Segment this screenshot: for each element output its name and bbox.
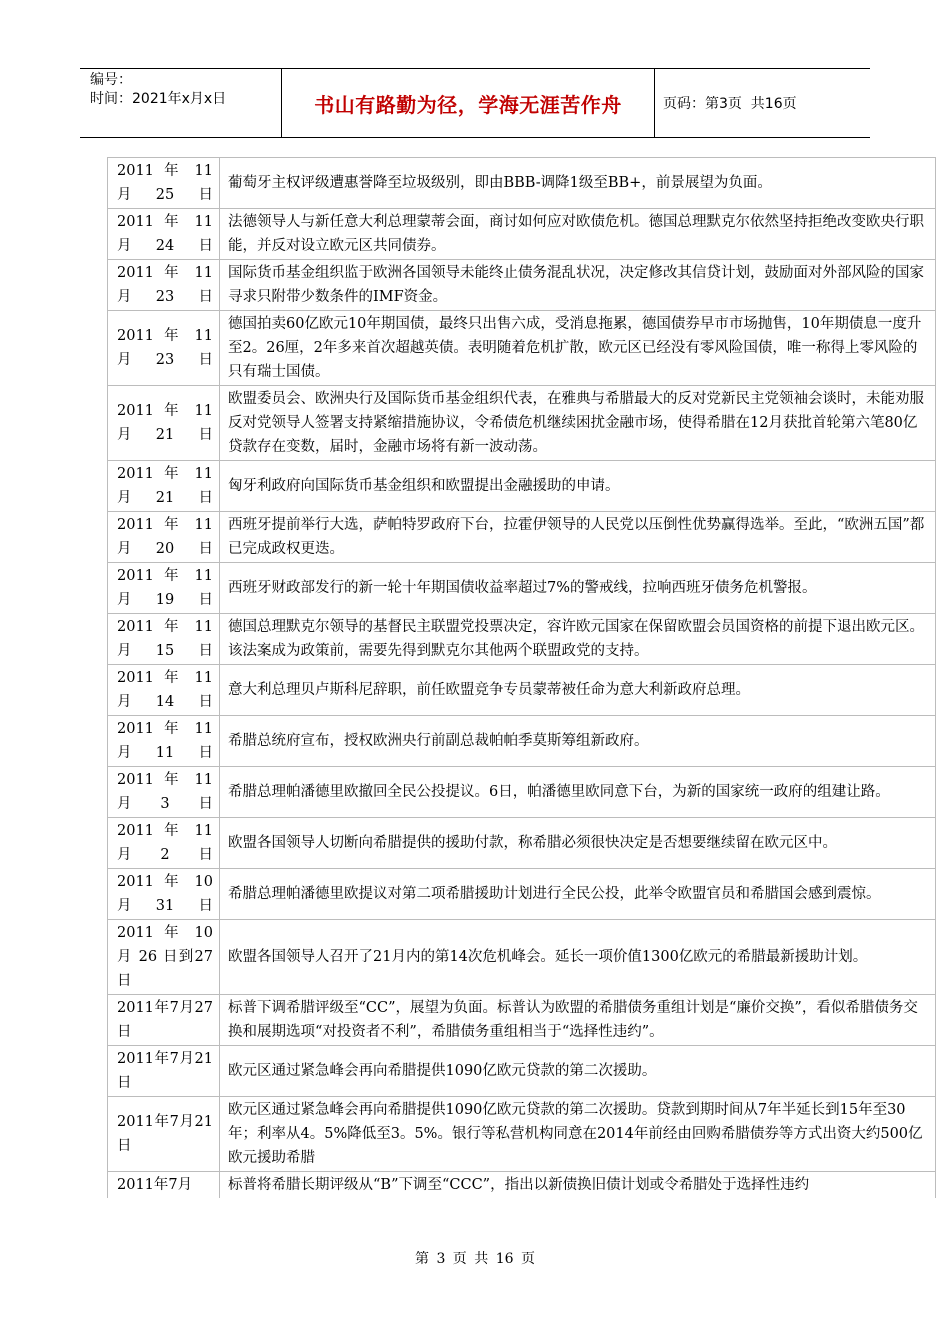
date-cell: 2011 年 11 月25日 [108,158,220,209]
event-cell: 西班牙财政部发行的新一轮十年期国债收益率超过7%的警戒线，拉响西班牙债务危机警报。 [220,563,936,614]
date-cell: 2011 年 11 月20日 [108,512,220,563]
table-row [108,920,936,995]
table-row [108,209,936,260]
event-cell: 西班牙提前举行大选，萨帕特罗政府下台，拉霍伊领导的人民党以压倒性优势赢得选举。至此，“欧洲五国”都已完成政权更迭。 [220,512,936,563]
event-cell: 欧盟各国领导人切断向希腊提供的援助付款，称希腊必须很快决定是否想要继续留在欧元区中。 [220,818,936,869]
table-row [108,386,936,461]
table-row [108,995,936,1046]
event-cell: 标普下调希腊评级至“CC”，展望为负面。标普认为欧盟的希腊债务重组计划是“廉价交换”，看似希腊债务交换和展期选项“对投资者不利”，希腊债务重组相当于“选择性违约”。 [220,995,936,1046]
header-meta [80,69,282,137]
event-cell: 希腊总统府宣布，授权欧洲央行前副总裁帕帕季莫斯筹组新政府。 [220,716,936,767]
footer-page-number: 第 3 页 共 16 页 [415,1251,535,1267]
page-footer [0,1248,950,1268]
date-cell: 2011 年 10 月31日 [108,869,220,920]
date-cell: 2011 年 11 月23日 [108,311,220,386]
date-cell: 2011 年 11 月2日 [108,818,220,869]
table-row [108,158,936,209]
table-row [108,1172,936,1199]
table-row [108,1097,936,1172]
date-cell: 2011 年 11 月11日 [108,716,220,767]
event-cell: 欧盟委员会、欧洲央行及国际货币基金组织代表，在雅典与希腊最大的反对党新民主党领袖会谈时，未能劝服反对党领导人签署支持紧缩措施协议，令希债危机继续困扰金融市场，使得希腊在12月获批首轮第六笔80亿贷款存在变数，届时，金融市场将有新一波动荡。 [220,386,936,461]
date-cell: 2011年7月21日 [108,1046,220,1097]
date-cell: 2011 年 11 月19日 [108,563,220,614]
date-cell: 2011年7月27日 [108,995,220,1046]
event-cell: 德国拍卖60亿欧元10年期国债，最终只出售六成，受消息拖累，德国债券早市市场抛售，10年期债息一度升至2。26厘，2年多来首次超越英债。表明随着危机扩散，欧元区已经没有零风险国债，唯一称得上零风险的只有瑞士国债。 [220,311,936,386]
event-cell: 希腊总理帕潘德里欧撤回全民公投提议。6日，帕潘德里欧同意下台，为新的国家统一政府的组建让路。 [220,767,936,818]
date-cell: 2011 年 11 月24日 [108,209,220,260]
date-cell: 2011 年 11 月21日 [108,386,220,461]
table-row [108,869,936,920]
event-cell: 标普将希腊长期评级从“B”下调至“CCC”，指出以新债换旧债计划或令希腊处于选择性违约 [220,1172,936,1199]
date-cell: 2011 年 10 月 26 日到27日 [108,920,220,995]
table-row [108,563,936,614]
table-row [108,767,936,818]
date-cell: 2011年7月21日 [108,1097,220,1172]
page-header [80,68,870,138]
event-cell: 德国总理默克尔领导的基督民主联盟党投票决定，容许欧元国家在保留欧盟会员国资格的前提下退出欧元区。该法案成为政策前，需要先得到默克尔其他两个联盟政党的支持。 [220,614,936,665]
header-motto [282,69,655,137]
date-cell: 2011 年 11 月15日 [108,614,220,665]
table-row [108,665,936,716]
event-cell: 意大利总理贝卢斯科尼辞职，前任欧盟竞争专员蒙蒂被任命为意大利新政府总理。 [220,665,936,716]
table-row [108,512,936,563]
number-label: 编号： [90,72,132,88]
header-page-info [655,69,870,137]
time-label: 时间：2021年x月x日 [90,91,227,107]
event-cell: 法德领导人与新任意大利总理蒙蒂会面，商讨如何应对欧债危机。德国总理默克尔依然坚持拒绝改变欧央行职能，并反对设立欧元区共同债券。 [220,209,936,260]
event-cell: 匈牙利政府向国际货币基金组织和欧盟提出金融援助的申请。 [220,461,936,512]
motto-text: 书山有路勤为径，学海无涯苦作舟 [314,92,622,117]
timeline-table [107,157,936,1198]
date-cell: 2011 年 11 月3日 [108,767,220,818]
event-cell: 欧元区通过紧急峰会再向希腊提供1090亿欧元贷款的第二次援助。贷款到期时间从7年半延长到15年至30年；利率从4。5%降低至3。5%。银行等私营机构同意在2014年前经由回购希腊债券等方式出资大约500亿欧元援助希腊 [220,1097,936,1172]
date-cell: 2011 年 11 月21日 [108,461,220,512]
table-row [108,260,936,311]
event-cell: 欧元区通过紧急峰会再向希腊提供1090亿欧元贷款的第二次援助。 [220,1046,936,1097]
date-cell: 2011年7月 [108,1172,220,1199]
date-cell: 2011 年 11 月23日 [108,260,220,311]
event-cell: 希腊总理帕潘德里欧提议对第二项希腊援助计划进行全民公投，此举令欧盟官员和希腊国会感到震惊。 [220,869,936,920]
page-label: 页码：第3页 共16页 [663,96,797,112]
table-row [108,311,936,386]
table-row [108,818,936,869]
table-row [108,614,936,665]
event-cell: 欧盟各国领导人召开了21月内的第14次危机峰会。延长一项价值1300亿欧元的希腊最新援助计划。 [220,920,936,995]
timeline-table-body [108,158,936,1199]
date-cell: 2011 年 11 月14日 [108,665,220,716]
event-cell: 葡萄牙主权评级遭惠誉降至垃圾级别，即由BBB-调降1级至BB+，前景展望为负面。 [220,158,936,209]
event-cell: 国际货币基金组织监于欧洲各国领导未能终止债务混乱状况，决定修改其信贷计划，鼓励面对外部风险的国家寻求只附带少数条件的IMF资金。 [220,260,936,311]
table-row [108,716,936,767]
table-row [108,461,936,512]
table-row [108,1046,936,1097]
